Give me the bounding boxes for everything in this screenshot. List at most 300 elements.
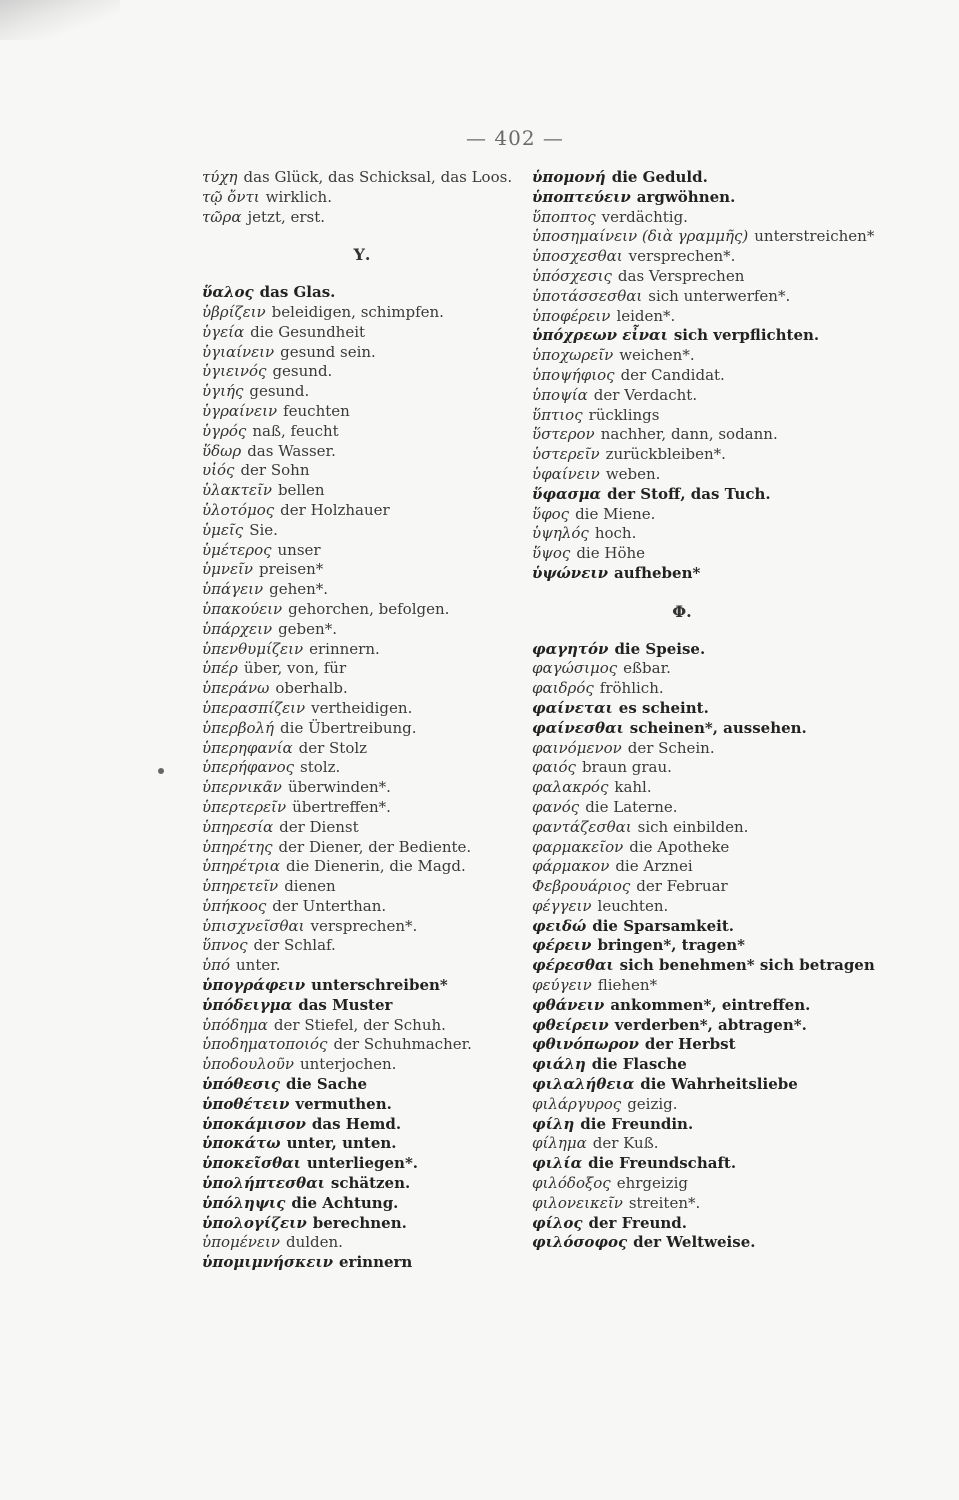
dictionary-entry	[202, 600, 522, 620]
dictionary-entry	[202, 362, 522, 382]
dictionary-entry	[532, 307, 832, 327]
dictionary-entry	[532, 326, 832, 346]
german-translation: unterliegen*.	[306, 1154, 419, 1173]
greek-term: Φεβρουάριος	[532, 877, 631, 896]
german-translation: feuchten	[283, 401, 350, 420]
dictionary-entry	[532, 465, 832, 485]
dictionary-entry	[202, 521, 522, 541]
dictionary-entry	[202, 208, 522, 228]
greek-term: ὑπομένειν	[202, 1233, 280, 1252]
greek-term: ὑπηρέτρια	[202, 857, 280, 876]
german-translation: hoch.	[594, 524, 637, 543]
german-translation: der Schein.	[627, 738, 715, 757]
greek-term: ὑγεία	[202, 322, 245, 341]
german-translation: die Übertreibung.	[280, 718, 417, 737]
spacer	[532, 622, 832, 640]
german-translation: der Stiefel, der Schuh.	[273, 1015, 446, 1034]
greek-term: φειδώ	[532, 916, 587, 935]
dictionary-entry	[202, 461, 522, 481]
dictionary-entry	[532, 679, 832, 699]
dictionary-entry	[532, 346, 832, 366]
german-translation: der Unterthan.	[272, 896, 387, 915]
greek-term: ὕαλος	[202, 283, 254, 302]
german-translation: der Herbst	[644, 1035, 736, 1054]
greek-term: ὑπεράνω	[202, 679, 270, 698]
dictionary-entry	[532, 1095, 832, 1115]
greek-term: ὑποψήφιος	[532, 365, 615, 384]
greek-term: ὑμνεῖν	[202, 560, 254, 579]
german-translation: sich benehmen* sich betragen	[619, 956, 875, 975]
german-translation: oberhalb.	[275, 679, 348, 698]
german-translation: die Sparsamkeit.	[592, 916, 734, 935]
german-translation: die Achtung.	[291, 1193, 399, 1212]
greek-term: ὑπομιμνήσκειν	[202, 1253, 334, 1272]
dictionary-entry	[202, 343, 522, 363]
dictionary-entry	[202, 877, 522, 897]
greek-term: φέρεσθαι	[532, 956, 614, 975]
dictionary-entry	[532, 247, 832, 267]
dictionary-entry	[202, 1095, 522, 1115]
german-translation: das Hemd.	[311, 1114, 402, 1133]
greek-term: ὕψος	[532, 544, 571, 563]
dictionary-entry	[532, 564, 832, 584]
greek-term: ὑφαίνειν	[532, 464, 600, 483]
german-translation: die Sache	[285, 1075, 368, 1094]
dictionary-entry	[532, 227, 875, 247]
dictionary-entry	[202, 501, 522, 521]
greek-term: ὑπερβολή	[202, 718, 275, 737]
greek-term: ὑπόδημα	[202, 1015, 268, 1034]
german-translation: vertheidigen.	[311, 698, 413, 717]
left-column	[202, 168, 522, 1273]
dictionary-entry	[202, 481, 522, 501]
dictionary-entry	[202, 560, 522, 580]
greek-term: ὕδωρ	[202, 441, 242, 460]
german-translation: der Verdacht.	[593, 385, 698, 404]
greek-term: φιλαλήθεια	[532, 1075, 635, 1094]
greek-term: φαίνεσθαι	[532, 718, 624, 737]
dictionary-entry	[532, 406, 832, 426]
dictionary-entry	[202, 719, 522, 739]
german-translation: braun grau.	[581, 758, 672, 777]
greek-term: τῶρα	[202, 207, 242, 226]
greek-term: φαντάζεσθαι	[532, 817, 632, 836]
dictionary-entry	[202, 620, 522, 640]
dictionary-entry	[532, 699, 832, 719]
greek-term: ὑπόσχεσις	[532, 266, 612, 285]
greek-term: ὑπάγειν	[202, 580, 264, 599]
german-translation: es scheint.	[618, 698, 709, 717]
greek-term: ὕφασμα	[532, 484, 602, 503]
dictionary-entry	[202, 897, 522, 917]
greek-term: ὑπάρχειν	[202, 619, 273, 638]
dictionary-entry	[202, 382, 522, 402]
dictionary-entry	[202, 1174, 522, 1194]
greek-term: ὑποσχεσθαι	[532, 247, 623, 266]
greek-term: ὑπέρ	[202, 659, 238, 678]
greek-term: ὑπερτερεῖν	[202, 797, 287, 816]
german-translation: gesund.	[249, 382, 310, 401]
greek-term: ὑποχωρεῖν	[532, 346, 614, 365]
german-translation: der Schuhmacher.	[333, 1035, 472, 1054]
dictionary-entry	[532, 976, 832, 996]
dictionary-entry	[202, 422, 522, 442]
german-translation: geizig.	[627, 1094, 678, 1113]
greek-term: ὕφος	[532, 504, 570, 523]
greek-term: ὑποπτεύειν	[532, 187, 631, 206]
german-translation: die Freundin.	[580, 1114, 694, 1133]
greek-term: ὑγιαίνειν	[202, 342, 275, 361]
german-translation: die Geduld.	[611, 168, 708, 186]
greek-term: ὑποκάμισον	[202, 1114, 306, 1133]
greek-term: ὑποθέτειν	[202, 1094, 290, 1113]
greek-term: υἱός	[202, 461, 235, 480]
greek-term: ὑστερεῖν	[532, 445, 600, 464]
dictionary-entry	[202, 679, 522, 699]
greek-term: ὑπενθυμίζειν	[202, 639, 304, 658]
german-translation: überwinden*.	[287, 778, 391, 797]
dictionary-entry	[532, 877, 832, 897]
german-translation: die Miene.	[575, 504, 656, 523]
german-translation: bellen	[277, 481, 325, 500]
dictionary-entry	[202, 168, 522, 188]
greek-term: φαρμακεῖον	[532, 837, 624, 856]
dictionary-entry	[202, 1154, 522, 1174]
german-translation: dienen	[284, 877, 336, 896]
dictionary-entry	[202, 917, 522, 937]
greek-term: φαγητόν	[532, 639, 609, 658]
greek-term: φεύγειν	[532, 976, 592, 995]
greek-term: ὑποδουλοῦν	[202, 1055, 294, 1074]
german-translation: der Holzhauer	[280, 500, 390, 519]
dictionary-entry	[202, 956, 522, 976]
dictionary-entry	[532, 425, 832, 445]
greek-term: ὑλοτόμος	[202, 500, 275, 519]
greek-term: φέρειν	[532, 936, 592, 955]
german-translation: unter.	[236, 956, 281, 975]
greek-term: φιλία	[532, 1154, 583, 1173]
greek-term: φέγγειν	[532, 896, 592, 915]
greek-term: τῷ ὄντι	[202, 187, 260, 206]
german-translation: jetzt, erst.	[247, 207, 326, 226]
german-translation: erinnern.	[309, 639, 380, 658]
greek-term: φαιδρός	[532, 679, 594, 698]
german-translation: das Muster	[298, 995, 393, 1014]
dictionary-entry	[532, 1055, 832, 1075]
german-translation: gehorchen, befolgen.	[288, 599, 450, 618]
german-translation: das Versprechen	[617, 266, 745, 285]
german-translation: erinnern	[339, 1253, 413, 1272]
spacer	[202, 265, 522, 283]
dictionary-entry	[202, 1233, 522, 1253]
greek-term: ὑπισχνεῖσθαι	[202, 916, 305, 935]
dictionary-entry	[532, 1134, 832, 1154]
german-translation: rücklings	[588, 405, 660, 424]
greek-term: ὑπόθεσις	[202, 1075, 280, 1094]
dictionary-entry	[532, 640, 832, 660]
dictionary-entry	[532, 386, 832, 406]
greek-term: ὑποψία	[532, 385, 588, 404]
german-translation: argwöhnen.	[636, 187, 736, 206]
german-translation: die Wahrheitsliebe	[640, 1075, 798, 1094]
dictionary-entry	[202, 402, 522, 422]
greek-term: φαγώσιμος	[532, 659, 618, 678]
greek-term: ὑμέτερος	[202, 540, 272, 559]
german-translation: sich unterwerfen*.	[648, 286, 791, 305]
spacer	[202, 227, 522, 245]
german-translation: leiden*.	[616, 306, 676, 325]
german-translation: die Apotheke	[629, 837, 730, 856]
greek-term: φιλάργυρος	[532, 1094, 622, 1113]
german-translation: der Diener, der Bediente.	[278, 837, 472, 856]
german-translation: die Gesundheit	[250, 322, 366, 341]
german-translation: weichen*.	[619, 346, 695, 365]
german-translation: die Flasche	[591, 1055, 687, 1074]
german-translation: unterstreichen*	[754, 227, 875, 246]
dictionary-entry	[532, 1174, 832, 1194]
greek-term: ὑπηρέτης	[202, 837, 273, 856]
german-translation: der Dienst	[279, 817, 359, 836]
greek-term: ὑπόληψις	[202, 1193, 286, 1212]
greek-term: ὑπερήφανος	[202, 758, 295, 777]
dictionary-entry	[532, 956, 875, 976]
dictionary-entry	[532, 1035, 832, 1055]
dictionary-entry	[202, 1035, 522, 1055]
greek-term: τύχη	[202, 168, 238, 186]
german-translation: unterschreiben*	[311, 976, 448, 995]
german-translation: die Speise.	[614, 639, 706, 658]
section-heading: Υ.	[353, 245, 371, 265]
spacer	[532, 584, 832, 602]
dictionary-entry	[532, 719, 832, 739]
dictionary-entry	[202, 1214, 522, 1234]
german-translation: fliehen*	[597, 976, 658, 995]
dictionary-entry	[532, 818, 832, 838]
german-translation: das Wasser.	[247, 441, 336, 460]
german-translation: sich verpflichten.	[673, 326, 820, 345]
german-translation: zurückbleiben*.	[605, 445, 726, 464]
german-translation: der Stolz	[298, 738, 368, 757]
dictionary-entry	[202, 699, 522, 719]
dictionary-entry	[202, 640, 522, 660]
right-column	[532, 168, 875, 1253]
greek-term: ὑποδηματοποιός	[202, 1035, 328, 1054]
german-translation: gesund.	[272, 362, 333, 381]
greek-term: ὑπακούειν	[202, 599, 283, 618]
german-translation: berechnen.	[312, 1213, 407, 1232]
dictionary-entry	[202, 739, 522, 759]
dictionary-entry	[532, 1194, 832, 1214]
german-translation: eßbar.	[623, 659, 671, 678]
greek-term: φαλακρός	[532, 778, 609, 797]
greek-term: φίλη	[532, 1114, 575, 1133]
greek-term: φιάλη	[532, 1055, 586, 1074]
greek-term: ὑπήκοος	[202, 896, 267, 915]
dictionary-entry	[202, 798, 522, 818]
dictionary-entry	[532, 445, 832, 465]
german-translation: nachher, dann, sodann.	[600, 425, 778, 444]
greek-term: ὑψηλός	[532, 524, 589, 543]
dictionary-entry	[202, 283, 522, 303]
dictionary-entry	[202, 188, 522, 208]
greek-term: ὑποσημαίνειν (διὰ γραμμῆς)	[532, 227, 749, 246]
german-translation: sich einbilden.	[637, 817, 749, 836]
greek-term: φθάνειν	[532, 995, 605, 1014]
german-translation: unser	[277, 540, 321, 559]
dictionary-entry	[202, 1016, 522, 1036]
greek-term: ὑπόδειγμα	[202, 995, 293, 1014]
dictionary-entry	[532, 897, 832, 917]
greek-term: ὑγιεινός	[202, 362, 267, 381]
dictionary-entry	[532, 758, 832, 778]
greek-term: ὑπογράφειν	[202, 976, 306, 995]
dictionary-entry	[532, 1016, 832, 1036]
german-translation: schätzen.	[330, 1174, 411, 1193]
german-translation: weben.	[605, 464, 661, 483]
greek-term: φιλόδοξος	[532, 1174, 611, 1193]
dictionary-entry	[532, 267, 832, 287]
german-translation: beleidigen, schimpfen.	[271, 302, 444, 321]
dictionary-entry	[202, 659, 522, 679]
german-translation: übertreffen*.	[292, 797, 391, 816]
dictionary-entry	[202, 996, 522, 1016]
greek-term: ὕπτιος	[532, 405, 583, 424]
dictionary-entry	[202, 1115, 522, 1135]
german-translation: vermuthen.	[295, 1094, 392, 1113]
greek-term: ὑπερασπίζειν	[202, 698, 306, 717]
greek-term: ὑποκάτω	[202, 1134, 281, 1153]
greek-term: ὑλακτεῖν	[202, 481, 272, 500]
german-translation: verderben*, abtragen*.	[614, 1015, 807, 1034]
dictionary-entry	[532, 1233, 832, 1253]
dictionary-entry	[532, 1115, 832, 1135]
german-translation: ankommen*, eintreffen.	[610, 995, 811, 1014]
dictionary-entry	[532, 798, 832, 818]
german-translation: der Schlaf.	[253, 936, 336, 955]
german-translation: unterjochen.	[299, 1055, 397, 1074]
dictionary-entry	[532, 1154, 832, 1174]
dictionary-entry	[202, 541, 522, 561]
german-translation: die Dienerin, die Magd.	[285, 857, 466, 876]
dictionary-entry	[202, 1194, 522, 1214]
greek-term: φίλημα	[532, 1134, 587, 1153]
greek-term: ὑψώνειν	[532, 563, 609, 582]
dictionary-entry	[202, 580, 522, 600]
dictionary-entry	[532, 838, 832, 858]
greek-term: ὕποπτος	[532, 207, 596, 226]
greek-term: ὑπερνικᾶν	[202, 778, 282, 797]
german-translation: der Stoff, das Tuch.	[607, 484, 771, 503]
dictionary-entry	[202, 818, 522, 838]
greek-term: ὑβρίζειν	[202, 302, 266, 321]
dictionary-entry	[532, 524, 832, 544]
dictionary-entry	[532, 739, 832, 759]
greek-term: ὑμεῖς	[202, 520, 244, 539]
section-heading: Φ.	[672, 601, 692, 621]
greek-term: φάρμακον	[532, 857, 610, 876]
german-translation: das Glück, das Schicksal, das Loos.	[243, 168, 513, 186]
german-translation: streiten*.	[628, 1193, 701, 1212]
german-translation: aufheben*	[614, 563, 701, 582]
greek-term: φιλόσοφος	[532, 1233, 628, 1252]
greek-term: ὑπόχρεων εἶναι	[532, 326, 668, 345]
german-translation: versprechen*.	[310, 916, 418, 935]
german-translation: unter, unten.	[286, 1134, 397, 1153]
greek-term: φιλονεικεῖν	[532, 1193, 623, 1212]
german-translation: die Freundschaft.	[588, 1154, 737, 1173]
dictionary-entry	[532, 857, 832, 877]
dictionary-entry	[202, 303, 522, 323]
margin-dot-mark	[158, 768, 164, 774]
greek-term: ὑποκεῖσθαι	[202, 1154, 301, 1173]
german-translation: der Kuß.	[592, 1134, 659, 1153]
greek-term: ὑπερηφανία	[202, 738, 293, 757]
greek-term: ὑγρός	[202, 421, 247, 440]
dictionary-entry	[202, 1253, 522, 1273]
dictionary-entry	[202, 936, 522, 956]
greek-term: ὑπολήπτεσθαι	[202, 1174, 325, 1193]
german-translation: kahl.	[614, 778, 652, 797]
dictionary-entry	[532, 778, 832, 798]
german-translation: naß, feucht	[252, 421, 339, 440]
greek-term: φαιός	[532, 758, 576, 777]
greek-term: ὕστερον	[532, 425, 595, 444]
greek-term: φανός	[532, 797, 580, 816]
greek-term: ὑπό	[202, 956, 231, 975]
dictionary-entry	[202, 857, 522, 877]
dictionary-entry	[532, 188, 832, 208]
german-translation: verdächtig.	[601, 207, 688, 226]
dictionary-entry	[532, 996, 832, 1016]
german-translation: ehrgeizig	[616, 1174, 688, 1193]
dictionary-entry	[202, 323, 522, 343]
german-translation: gehen*.	[269, 580, 329, 599]
dictionary-entry	[202, 1055, 522, 1075]
dictionary-entry	[532, 366, 832, 386]
dictionary-entry	[532, 544, 832, 564]
german-translation: dulden.	[285, 1233, 343, 1252]
greek-term: ὑπηρετεῖν	[202, 877, 279, 896]
greek-term: φίλος	[532, 1213, 583, 1232]
dictionary-entry	[532, 1075, 832, 1095]
dictionary-entry	[202, 778, 522, 798]
greek-term: ὑπηρεσία	[202, 817, 274, 836]
dictionary-entry	[202, 976, 522, 996]
greek-term: φαίνεται	[532, 698, 613, 717]
german-translation: die Arznei	[615, 857, 693, 876]
german-translation: preisen*	[259, 560, 324, 579]
greek-term: φθείρειν	[532, 1015, 609, 1034]
german-translation: der Februar	[636, 877, 728, 896]
greek-term: ὑγραίνειν	[202, 401, 278, 420]
german-translation: fröhlich.	[599, 679, 664, 698]
dictionary-entry	[532, 1214, 832, 1234]
dictionary-entry	[202, 758, 522, 778]
dictionary-entry	[532, 917, 832, 937]
greek-term: ὑποτάσσεσθαι	[532, 286, 643, 305]
greek-term: ὑποφέρειν	[532, 306, 611, 325]
greek-term: ὑπολογίζειν	[202, 1213, 307, 1232]
dictionary-entry	[532, 505, 832, 525]
german-translation: stolz.	[300, 758, 341, 777]
german-translation: das Glas.	[259, 283, 336, 302]
german-translation: der Weltweise.	[633, 1233, 756, 1252]
dictionary-entry	[532, 287, 832, 307]
page-corner-fold	[0, 0, 120, 40]
dictionary-entry	[202, 1075, 522, 1095]
dictionary-entry	[202, 1134, 522, 1154]
dictionary-entry	[532, 659, 832, 679]
